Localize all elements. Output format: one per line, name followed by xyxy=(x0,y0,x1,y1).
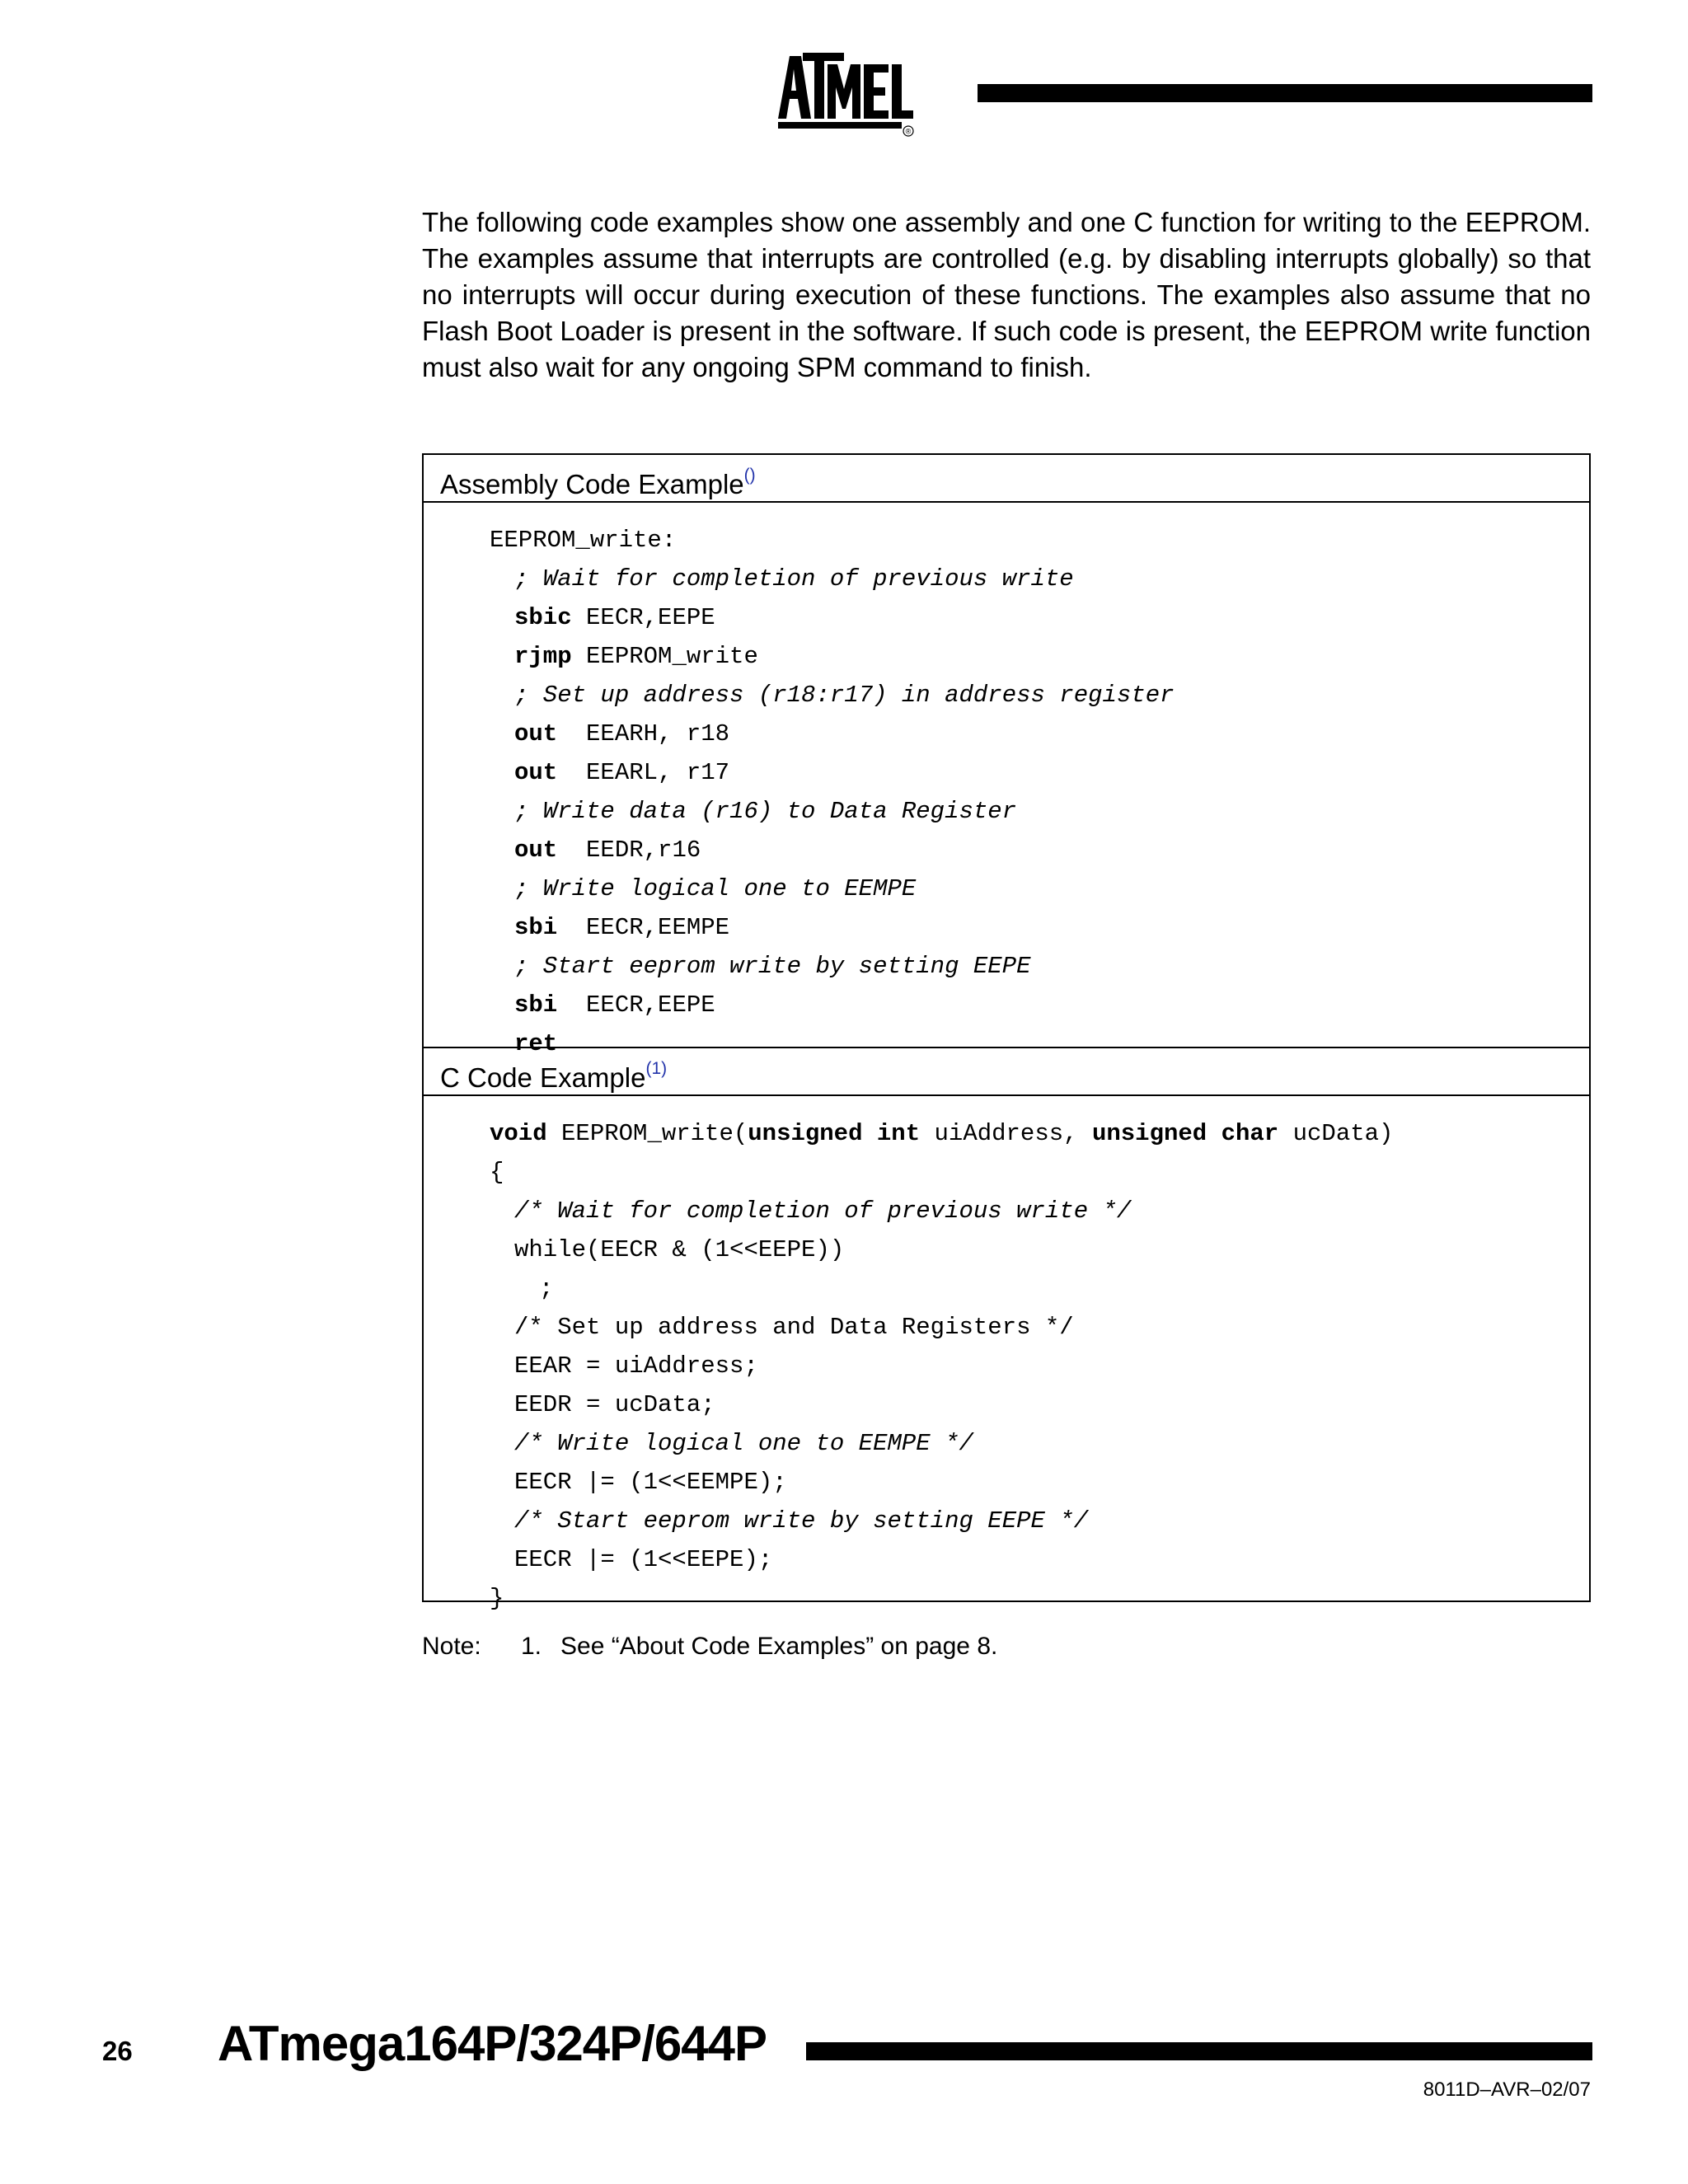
page-number: 26 xyxy=(102,2036,133,2066)
intro-paragraph: The following code examples show one assembly and one C function for writing to the EEPROM. The examples assume that interrupts are controlled (e.g. by disabling interrupts globally) so that no interrupts will occur during execution of these functions. The examples also assume that no Flash Boot Loader is present in the software. If such code is present, the EEPROM write function must also wait for any ongoing SPM command to finish. xyxy=(422,207,1591,382)
c-note-ref: (1) xyxy=(645,1059,668,1078)
code-line: while(EECR & (1<<EEPE)) xyxy=(514,1236,845,1263)
code-line: } xyxy=(490,1585,504,1612)
c-example-header xyxy=(424,1048,1589,1096)
code-line: sbi EECR,EEMPE xyxy=(514,914,730,941)
code-line: EECR |= (1<<EEPE); xyxy=(514,1546,773,1573)
code-comment: ; Wait for completion of previous write xyxy=(514,565,1074,593)
document-title: ATmega164P/324P/644P xyxy=(218,2016,767,2071)
code-comment: /* Start eeprom write by setting EEPE */ xyxy=(514,1507,1089,1535)
code-line: sbic EECR,EEPE xyxy=(514,604,715,631)
code-line: ret xyxy=(514,1030,558,1057)
asm-note-ref: () xyxy=(743,466,756,485)
note-number: 1. xyxy=(521,1633,542,1660)
note-label: Note: xyxy=(422,1633,481,1660)
code-line: rjmp EEPROM_write xyxy=(514,643,758,670)
code-line: out EEARL, r17 xyxy=(514,759,730,786)
document-code: 8011D–AVR–02/07 xyxy=(1423,2079,1591,2101)
code-line: { xyxy=(490,1159,504,1186)
code-line: EEAR = uiAddress; xyxy=(514,1352,758,1380)
code-line: out EEDR,r16 xyxy=(514,837,701,864)
code-comment: ; Set up address (r18:r17) in address register xyxy=(514,682,1175,709)
c-example-title: C Code Example xyxy=(440,1062,646,1093)
code-line: void EEPROM_write(unsigned int uiAddress, unsigned char ucData) xyxy=(490,1120,1394,1147)
code-line: out EEARH, r18 xyxy=(514,720,730,748)
code-comment: /* Write logical one to EEMPE */ xyxy=(514,1430,973,1457)
code-line: sbi EECR,EEPE xyxy=(514,991,715,1019)
code-line: EEDR = ucData; xyxy=(514,1391,715,1418)
footer-rule xyxy=(806,2042,1592,2060)
header-rule xyxy=(978,84,1592,102)
code-comment: ; Start eeprom write by setting EEPE xyxy=(514,953,1031,980)
code-comment: /* Set up address and Data Registers */ xyxy=(514,1314,1074,1341)
code-comment: ; Write logical one to EEMPE xyxy=(514,875,917,902)
code-line: EEPROM_write: xyxy=(490,527,677,554)
code-comment: ; Write data (r16) to Data Register xyxy=(514,798,1017,825)
svg-text:®: ® xyxy=(905,127,912,136)
asm-example-header xyxy=(424,455,1589,503)
asm-code-block xyxy=(424,503,1589,1057)
asm-example-title: Assembly Code Example xyxy=(440,469,744,499)
code-line: EECR |= (1<<EEMPE); xyxy=(514,1469,787,1496)
code-examples-table xyxy=(422,453,1591,1612)
code-comment: /* Wait for completion of previous write */ xyxy=(514,1197,1132,1225)
c-code-block xyxy=(424,1096,1589,1612)
atmel-logo xyxy=(778,51,915,137)
code-line: ; xyxy=(539,1275,554,1302)
note-text: See “About Code Examples” on page 8. xyxy=(560,1633,998,1660)
